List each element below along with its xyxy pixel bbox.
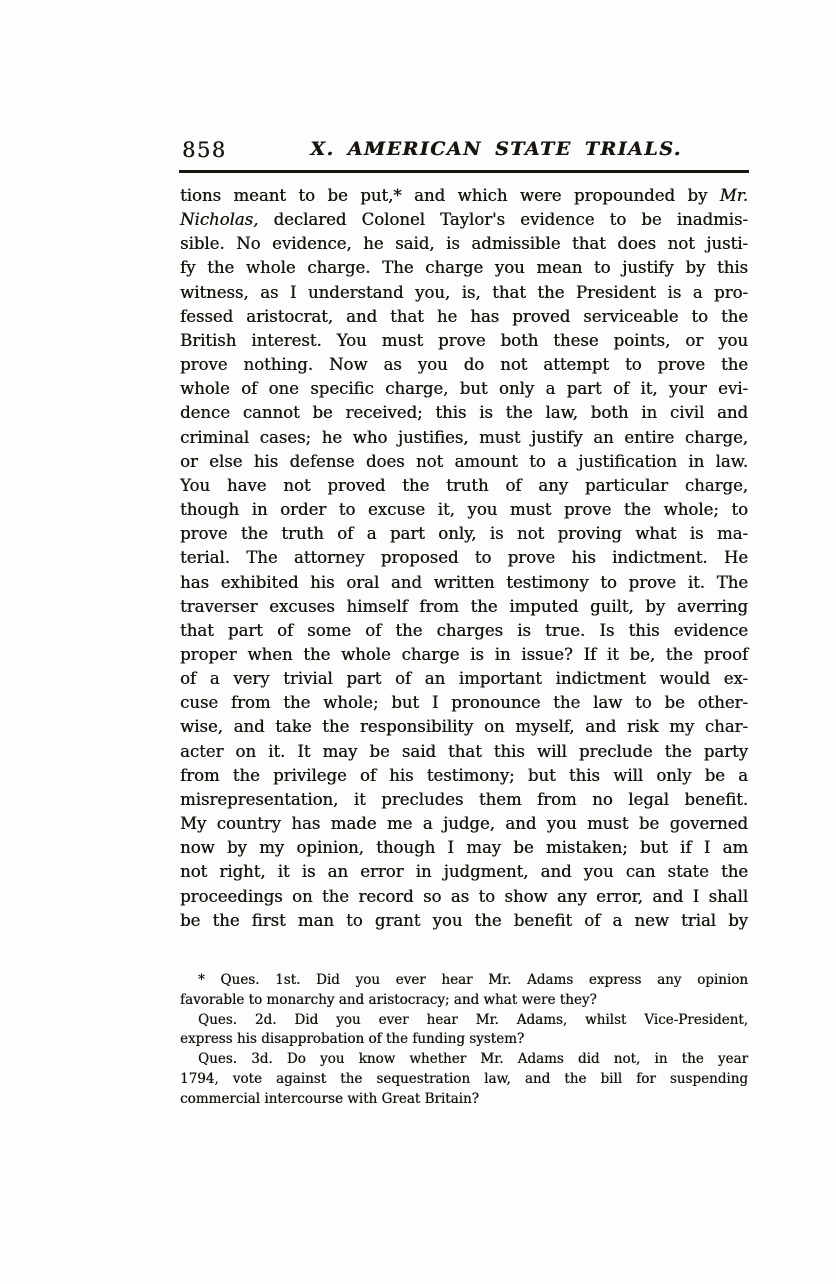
text-line: prove the truth of a part only, is not proving what is ma- <box>180 524 748 544</box>
text-line: of a very trivial part of an important indictment would ex- <box>180 669 748 689</box>
text-line: fy the whole charge. The charge you mean to justify by this <box>180 258 748 278</box>
header-rule <box>179 170 749 173</box>
text-line: prove nothing. Now as you do not attempt to prove the <box>180 355 748 375</box>
text-line: misrepresentation, it precludes them from no legal benefit. <box>180 789 748 809</box>
footnote-line: express his disapprobation of the funding system? <box>180 1031 525 1048</box>
footnote-line: 1794, vote against the sequestration law, and the bill for suspending <box>180 1070 748 1087</box>
text-line: sible. No evidence, he said, is admissible that does not justi- <box>180 234 748 254</box>
text-line: from the privilege of his testimony; but this will only be a <box>180 765 748 785</box>
text-line: that part of some of the charges is true. Is this evidence <box>180 620 748 640</box>
text-line: has exhibited his oral and written testimony to prove it. The <box>180 572 748 592</box>
text-line: witness, as I understand you, is, that the President is a pro- <box>180 282 748 302</box>
footnote-line: commercial intercourse with Great Britain? <box>180 1090 479 1107</box>
running-title: X. AMERICAN STATE TRIALS. <box>310 138 682 160</box>
text-line: wise, and take the responsibility on myself, and risk my char- <box>180 717 748 737</box>
text-line: tions meant to be put,* and which were propounded by Mr. <box>180 186 748 205</box>
text-line: acter on it. It may be said that this will preclude the party <box>180 741 748 761</box>
footnote-line: favorable to monarchy and aristocracy; and what were they? <box>180 991 597 1008</box>
page-header <box>180 136 748 164</box>
footnote-line: Ques. 3d. Do you know whether Mr. Adams did not, in the year <box>198 1051 748 1068</box>
page-number: 858 <box>182 138 227 162</box>
text-line: be the first man to grant you the benefit of a new trial by <box>180 910 748 930</box>
text-line: cuse from the whole; but I pronounce the law to be other- <box>180 693 748 713</box>
footnote-line: Ques. 2d. Did you ever hear Mr. Adams, whilst Vice-President, <box>198 1011 748 1028</box>
text-line: fessed aristocrat, and that he has proved serviceable to the <box>180 306 748 326</box>
footnote-line: * Ques. 1st. Did you ever hear Mr. Adams express any opinion <box>198 972 748 988</box>
text-line: dence cannot be received; this is the law, both in civil and <box>180 403 748 423</box>
body-text <box>180 184 748 933</box>
text-line: proceedings on the record so as to show any error, and I shall <box>180 886 748 906</box>
text-line: traverser excuses himself from the imputed guilt, by averring <box>180 596 748 616</box>
text-line: terial. The attorney proposed to prove his indictment. He <box>180 548 748 568</box>
text-line: Nicholas, declared Colonel Taylor's evidence to be inadmis- <box>180 210 748 230</box>
text-line: now by my opinion, though I may be mistaken; but if I am <box>180 838 748 858</box>
text-line: though in order to excuse it, you must prove the whole; to <box>180 500 748 520</box>
text-line: or else his defense does not amount to a justification in law. <box>180 451 748 471</box>
text-line: whole of one specific charge, but only a part of it, your evi- <box>180 379 748 399</box>
text-line: You have not proved the truth of any particular charge, <box>180 475 748 495</box>
text-line: criminal cases; he who justifies, must justify an entire charge, <box>180 427 748 447</box>
text-line: proper when the whole charge is in issue? If it be, the proof <box>180 644 748 664</box>
text-line: My country has made me a judge, and you must be governed <box>180 814 748 834</box>
footnote <box>180 971 748 1110</box>
text-line: British interest. You must prove both these points, or you <box>180 330 748 350</box>
text-line: not right, it is an error in judgment, and you can state the <box>180 862 748 882</box>
